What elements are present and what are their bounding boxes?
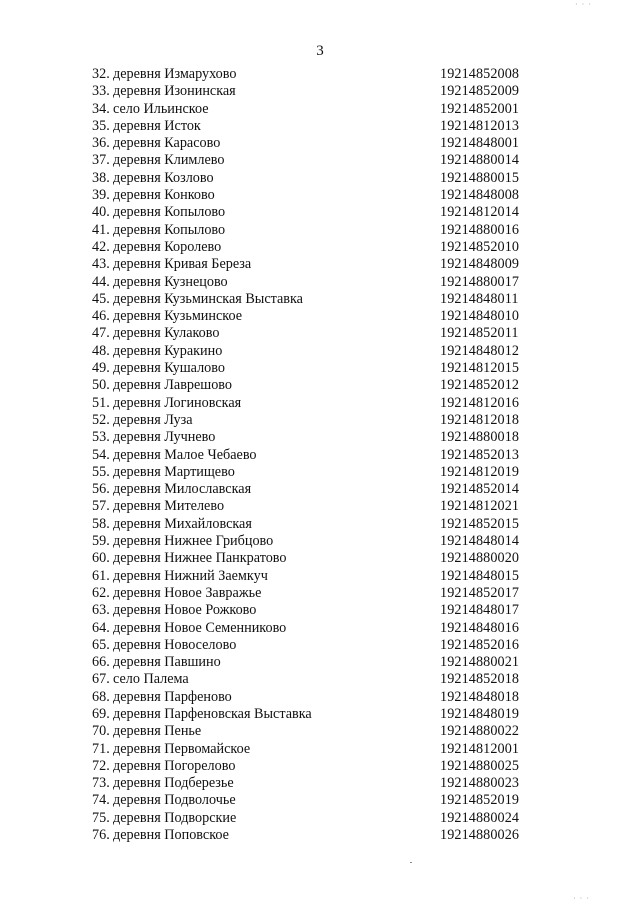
list-item: [92, 118, 532, 135]
list-item: [92, 256, 532, 273]
item-number: 62.: [92, 584, 110, 601]
settlement-name: деревня Нижнее Грибцово: [113, 533, 274, 550]
list-item: [92, 343, 532, 360]
oktmo-code: 19214848011: [440, 290, 519, 307]
list-item: [92, 274, 532, 291]
list-item: [92, 516, 532, 533]
oktmo-code: 19214812018: [440, 411, 520, 428]
list-item: [92, 464, 532, 481]
oktmo-code: 19214880026: [440, 827, 520, 844]
item-number: 38.: [92, 169, 110, 186]
item-number: 65.: [92, 636, 110, 653]
scan-speck: [410, 862, 412, 863]
settlement-name: деревня Погорелово: [113, 757, 236, 774]
item-number: 32.: [92, 66, 110, 82]
item-number: 71.: [92, 740, 110, 757]
item-number: 76.: [92, 827, 110, 844]
list-item: [92, 568, 532, 585]
item-number: 63.: [92, 602, 110, 619]
oktmo-code: 19214852008: [440, 66, 520, 82]
item-number: 40.: [92, 204, 110, 221]
settlement-list: [92, 66, 532, 844]
oktmo-code: 19214812014: [440, 204, 520, 221]
item-number: 39.: [92, 187, 110, 204]
list-item: [92, 83, 532, 100]
oktmo-code: 19214852019: [440, 792, 520, 809]
oktmo-code: 19214848001: [440, 135, 520, 152]
item-number: 48.: [92, 342, 110, 359]
oktmo-code: 19214848008: [440, 187, 520, 204]
settlement-name: деревня Конково: [113, 187, 215, 204]
oktmo-code: 19214880025: [440, 757, 520, 774]
list-item: [92, 101, 532, 118]
list-item: [92, 152, 532, 169]
item-number: 46.: [92, 308, 110, 325]
item-number: 56.: [92, 481, 110, 498]
settlement-name: деревня Малое Чебаево: [113, 446, 257, 463]
settlement-name: деревня Климлево: [113, 152, 225, 169]
settlement-name: деревня Карасово: [113, 135, 221, 152]
settlement-name: деревня Копылово: [113, 204, 226, 221]
list-item: [92, 689, 532, 706]
item-number: 70.: [92, 723, 110, 740]
item-number: 36.: [92, 135, 110, 152]
item-number: 42.: [92, 238, 110, 255]
list-item: [92, 239, 532, 256]
list-item: [92, 827, 532, 844]
settlement-name: деревня Кривая Береза: [113, 256, 252, 273]
list-item: [92, 377, 532, 394]
list-item: [92, 429, 532, 446]
item-number: 44.: [92, 273, 110, 290]
scan-artifact-mark: · · ·: [575, 0, 592, 9]
settlement-name: деревня Лучнево: [113, 429, 216, 446]
oktmo-code: 19214880023: [440, 775, 520, 792]
list-item: [92, 620, 532, 637]
settlement-name: деревня Кушалово: [113, 360, 225, 377]
settlement-name: деревня Парфеново: [113, 688, 232, 705]
item-number: 73.: [92, 775, 110, 792]
settlement-name: деревня Луза: [113, 411, 193, 428]
settlement-name: деревня Королево: [113, 238, 222, 255]
settlement-name: деревня Измарухово: [113, 66, 237, 82]
oktmo-code: 19214852011: [440, 325, 519, 342]
settlement-name: деревня Мителево: [113, 498, 225, 515]
item-number: 60.: [92, 550, 110, 567]
oktmo-code: 19214848014: [440, 533, 520, 550]
list-item: [92, 187, 532, 204]
item-number: 34.: [92, 100, 110, 117]
list-item: [92, 706, 532, 723]
settlement-name: деревня Новое Завражье: [113, 584, 262, 601]
list-item: [92, 308, 532, 325]
oktmo-code: 19214848010: [440, 308, 520, 325]
oktmo-code: 19214848019: [440, 705, 520, 722]
oktmo-code: 19214812001: [440, 740, 520, 757]
oktmo-code: 19214848009: [440, 256, 520, 273]
oktmo-code: 19214852012: [440, 377, 520, 394]
list-item: [92, 550, 532, 567]
oktmo-code: 19214880018: [440, 429, 520, 446]
settlement-name: деревня Козлово: [113, 169, 214, 186]
item-number: 47.: [92, 325, 110, 342]
list-item: [92, 602, 532, 619]
item-number: 58.: [92, 515, 110, 532]
scan-artifact-mark: · · ·: [573, 894, 590, 903]
item-number: 75.: [92, 809, 110, 826]
oktmo-code: 19214880014: [440, 152, 520, 169]
item-number: 57.: [92, 498, 110, 515]
settlement-name: деревня Новое Рожково: [113, 602, 257, 619]
settlement-name: деревня Кулаково: [113, 325, 220, 342]
oktmo-code: 19214880021: [440, 654, 520, 671]
settlement-name: деревня Кузнецово: [113, 273, 228, 290]
item-number: 43.: [92, 256, 110, 273]
settlement-name: деревня Куракино: [113, 342, 223, 359]
settlement-name: деревня Логиновская: [113, 394, 242, 411]
item-number: 49.: [92, 360, 110, 377]
settlement-name: деревня Нижнее Панкратово: [113, 550, 287, 567]
oktmo-code: 19214848015: [440, 567, 520, 584]
oktmo-code: 19214848012: [440, 342, 520, 359]
oktmo-code: 19214812019: [440, 463, 520, 480]
settlement-name: деревня Мартищево: [113, 463, 235, 480]
item-number: 72.: [92, 757, 110, 774]
settlement-name: деревня Милославская: [113, 481, 252, 498]
settlement-name: деревня Поповское: [113, 827, 229, 844]
settlement-name: деревня Парфеновская Выставка: [113, 705, 312, 722]
item-number: 59.: [92, 533, 110, 550]
item-number: 50.: [92, 377, 110, 394]
item-number: 53.: [92, 429, 110, 446]
list-item: [92, 671, 532, 688]
oktmo-code: 19214852015: [440, 515, 520, 532]
item-number: 51.: [92, 394, 110, 411]
item-number: 66.: [92, 654, 110, 671]
settlement-name: деревня Подворские: [113, 809, 237, 826]
item-number: 55.: [92, 463, 110, 480]
item-number: 52.: [92, 411, 110, 428]
settlement-name: деревня Лаврешово: [113, 377, 232, 394]
oktmo-code: 19214852010: [440, 238, 520, 255]
settlement-name: село Ильинское: [113, 100, 209, 117]
oktmo-code: 19214852013: [440, 446, 520, 463]
oktmo-code: 19214880015: [440, 169, 520, 186]
item-number: 61.: [92, 567, 110, 584]
settlement-name: деревня Исток: [113, 117, 201, 134]
settlement-name: деревня Новоселово: [113, 636, 237, 653]
oktmo-code: 19214812016: [440, 394, 520, 411]
list-item: [92, 412, 532, 429]
list-item: [92, 741, 532, 758]
item-number: 33.: [92, 83, 110, 100]
oktmo-code: 19214812015: [440, 360, 520, 377]
oktmo-code: 19214880017: [440, 273, 520, 290]
page-number: 3: [316, 43, 324, 59]
list-item: [92, 170, 532, 187]
item-number: 37.: [92, 152, 110, 169]
list-item: [92, 810, 532, 827]
list-item: [92, 481, 532, 498]
list-item: [92, 447, 532, 464]
item-number: 74.: [92, 792, 110, 809]
settlement-name: деревня Копылово: [113, 221, 226, 238]
list-item: [92, 222, 532, 239]
oktmo-code: 19214812021: [440, 498, 520, 515]
oktmo-code: 19214848016: [440, 619, 520, 636]
settlement-name: деревня Первомайское: [113, 740, 251, 757]
item-number: 69.: [92, 705, 110, 722]
list-item: [92, 533, 532, 550]
oktmo-code: 19214880022: [440, 723, 520, 740]
item-number: 64.: [92, 619, 110, 636]
oktmo-code: 19214880024: [440, 809, 520, 826]
list-item: [92, 291, 532, 308]
oktmo-code: 19214852009: [440, 83, 520, 100]
oktmo-code: 19214852018: [440, 671, 520, 688]
item-number: 54.: [92, 446, 110, 463]
list-item: [92, 723, 532, 740]
oktmo-code: 19214880016: [440, 221, 520, 238]
list-item: [92, 637, 532, 654]
item-number: 67.: [92, 671, 110, 688]
settlement-name: деревня Новое Семенниково: [113, 619, 287, 636]
oktmo-code: 19214848017: [440, 602, 520, 619]
list-item: [92, 775, 532, 792]
settlement-name: деревня Кузьминская Выставка: [113, 290, 303, 307]
oktmo-code: 19214852001: [440, 100, 520, 117]
list-item: [92, 204, 532, 221]
oktmo-code: 19214852017: [440, 584, 520, 601]
settlement-name: село Палема: [113, 671, 189, 688]
oktmo-code: 19214852014: [440, 481, 520, 498]
settlement-name: деревня Павшино: [113, 654, 221, 671]
list-item: [92, 585, 532, 602]
settlement-name: деревня Пенье: [113, 723, 202, 740]
oktmo-code: 19214812013: [440, 117, 520, 134]
settlement-name: деревня Кузьминское: [113, 308, 243, 325]
item-number: 68.: [92, 688, 110, 705]
settlement-name: деревня Изонинская: [113, 83, 236, 100]
settlement-name: деревня Подберезье: [113, 775, 234, 792]
settlement-name: деревня Михайловская: [113, 515, 252, 532]
item-number: 41.: [92, 221, 110, 238]
list-item: [92, 498, 532, 515]
list-item: [92, 654, 532, 671]
list-item: [92, 135, 532, 152]
list-item: [92, 66, 532, 83]
oktmo-code: 19214848018: [440, 688, 520, 705]
item-number: 45.: [92, 290, 110, 307]
oktmo-code: 19214852016: [440, 636, 520, 653]
settlement-name: деревня Нижний Заемкуч: [113, 567, 268, 584]
list-item: [92, 758, 532, 775]
oktmo-code: 19214880020: [440, 550, 520, 567]
list-item: [92, 395, 532, 412]
item-number: 35.: [92, 117, 110, 134]
settlement-name: деревня Подволочье: [113, 792, 236, 809]
list-item: [92, 325, 532, 342]
list-item: [92, 360, 532, 377]
list-item: [92, 792, 532, 809]
